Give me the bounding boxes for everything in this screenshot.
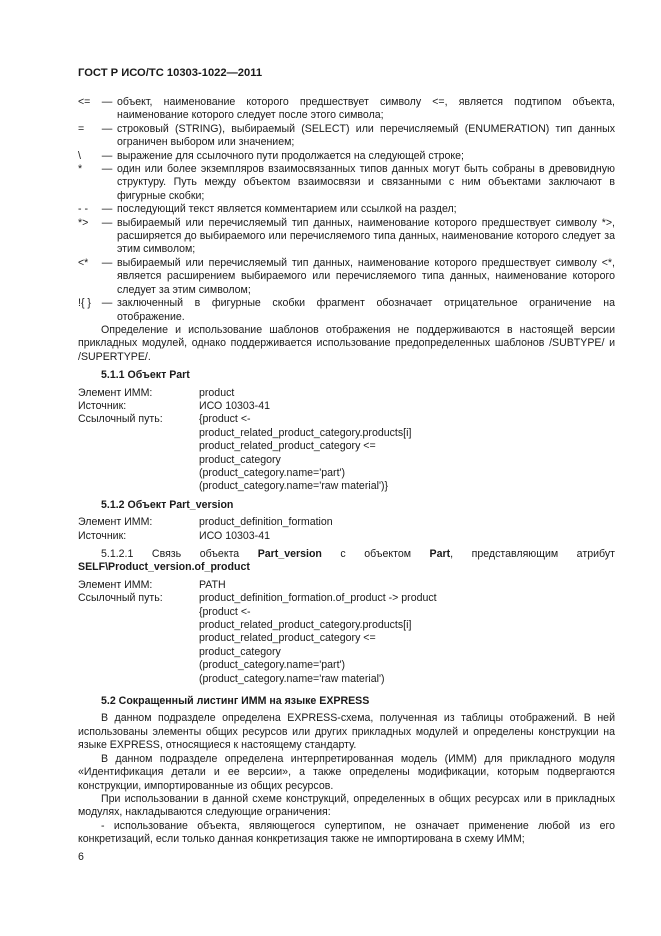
element-field: [78, 579, 615, 592]
symbol-description: объект, наименование которого предшествует символу <=, является подтипом объекта, наименование которого следует после этого символа;: [117, 96, 615, 122]
association-prefix: 5.1.2.1 Связь объекта: [101, 548, 258, 560]
symbol-dash: —: [101, 203, 113, 216]
path-line: (product_category.name='part'): [199, 659, 346, 672]
symbol-description: последующий текст является комментарием или ссылкой на раздел;: [117, 203, 457, 216]
symbol-item: [78, 150, 615, 163]
source-value: ИСО 10303-41: [199, 399, 270, 412]
element-field: [78, 387, 615, 400]
association-mid-2: , представляющим атрибут: [450, 548, 615, 560]
path-line: product_related_product_category.products[i]: [199, 619, 412, 632]
association-heading-5-1-2-1: [78, 548, 615, 561]
element-value: product: [199, 386, 235, 399]
element-label: Элемент ИММ:: [78, 386, 153, 399]
association-mid-1: с объектом: [321, 548, 430, 560]
symbol-code: *: [78, 163, 83, 176]
path-line: product_category: [199, 645, 281, 658]
element-label: Элемент ИММ:: [78, 516, 153, 529]
symbol-dash: —: [101, 149, 113, 162]
symbol-dash: —: [101, 163, 113, 176]
path-line: product_related_product_category.products[i]: [199, 426, 412, 439]
source-field: [78, 400, 615, 413]
path-line: {product <-: [199, 413, 251, 426]
symbol-item: [78, 203, 615, 216]
symbol-item: [78, 123, 615, 150]
body-paragraph: В данном подразделе определена EXPRESS-схема, полученная из таблицы отображений. В ней использованы элементы общих ресурсов или других прикладных модулей и определены конструкции на языке EXPRESS, относящиеся к настоящему стандарту.: [78, 712, 615, 752]
symbol-description: выражение для ссылочного пути продолжается на следующей строке;: [117, 149, 464, 162]
section-heading-5-1-1: 5.1.1 Объект Part: [101, 369, 190, 382]
templates-paragraph: Определение и использование шаблонов отображения не поддерживаются в настоящей версии прикладных модулей, однако поддерживается использование предопределенных шаблонов /SUBTYPE/ и /SUPERTYPE/.: [78, 323, 615, 363]
symbol-description: выбираемый или перечисляемый тип данных, наименование которого предшествует символу <*, является расширением выбираемого или перечисляемого типа данных, наименование которого следует за этим символом;: [117, 256, 615, 296]
symbol-code: <=: [78, 96, 91, 108]
path-line: product_related_product_category <=: [199, 632, 376, 645]
reference-path-label: Ссылочный путь:: [78, 592, 163, 605]
path-line: (product_category.name='part'): [199, 466, 346, 479]
reference-path-field: [78, 413, 615, 493]
symbol-description: выбираемый или перечисляемый тип данных, наименование которого предшествует символу *>, расширяется до выбираемого или перечисляемого типа данных, наименование которого следует за этим символом;: [117, 216, 615, 256]
association-object-2: Part: [429, 548, 451, 560]
association-object-1: Part_version: [257, 548, 322, 560]
symbol-code: <*: [78, 256, 89, 269]
symbol-code: *>: [78, 216, 89, 229]
path-line: (product_category.name='raw material'): [199, 672, 385, 685]
symbol-item: [78, 217, 615, 257]
element-value: PATH: [199, 578, 226, 591]
source-field: [78, 530, 615, 543]
symbol-code: \: [78, 149, 81, 162]
path-line: (product_category.name='raw material')}: [199, 480, 389, 493]
symbol-dash: —: [101, 122, 113, 135]
source-label: Источник:: [78, 399, 127, 412]
reference-path-field: [78, 592, 615, 686]
element-value: product_definition_formation: [199, 516, 333, 529]
body-paragraph: При использовании в данной схеме конструкций, определенных в общих ресурсах или в прикладных модулях, накладываются следующие ограничения:: [78, 792, 615, 819]
element-field: [78, 516, 615, 529]
path-line: product_category: [199, 453, 281, 466]
document-header: ГОСТ Р ИСО/ТС 10303-1022—2011: [78, 67, 263, 79]
body-paragraph: В данном подразделе определена интерпретированная модель (ИММ) для прикладного модуля «Идентификация детали и ее версии», а также определены модификации, которым подвергаются конструкции, импортированные из общих ресурсов.: [78, 752, 615, 792]
symbol-dash: —: [101, 216, 113, 229]
symbol-description: один или более экземпляров взаимосвязанных типов данных могут быть собраны в древовидную структуру. Путь между объектом взаимосвязи и связанными с ним объектами заключают в фигурные скобки;: [117, 163, 615, 202]
section-heading-5-1-2: 5.1.2 Объект Part_version: [101, 498, 234, 511]
symbol-dash: —: [101, 297, 113, 310]
symbol-dash: —: [101, 96, 113, 108]
page-content: [78, 96, 615, 847]
path-line: {product <-: [199, 605, 251, 618]
symbol-code: !{ }: [78, 297, 91, 310]
path-line: product_related_product_category <=: [199, 440, 376, 453]
association-attribute: SELF\Product_version.of_product: [78, 561, 250, 574]
body-paragraph: - использование объекта, являющегося супертипом, не означает применение любой из его конкретизаций, если только данная конкретизация также не импортирована в схему ИММ;: [78, 819, 615, 846]
source-label: Источник:: [78, 529, 127, 542]
symbol-item: [78, 297, 615, 324]
symbol-description: строковый (STRING), выбираемый (SELECT) или перечисляемый (ENUMERATION) тип данных ограничен выбором или значением;: [117, 122, 615, 149]
path-line: product_definition_formation.of_product -> product: [199, 592, 437, 605]
source-value: ИСО 10303-41: [199, 529, 270, 542]
symbol-item: [78, 96, 615, 123]
page-number: 6: [78, 851, 84, 863]
symbol-item: [78, 257, 615, 297]
element-label: Элемент ИММ:: [78, 578, 153, 591]
section-heading-5-2: 5.2 Сокращенный листинг ИММ на языке EXPRESS: [101, 695, 370, 708]
symbol-list: [78, 96, 615, 324]
symbol-code: =: [78, 122, 85, 135]
symbol-item: [78, 163, 615, 203]
reference-path-lines: [199, 592, 615, 686]
reference-path-lines: [199, 413, 615, 493]
symbol-code: - -: [78, 203, 88, 216]
symbol-description: заключенный в фигурные скобки фрагмент обозначает отрицательное ограничение на отображение.: [117, 297, 615, 323]
symbol-dash: —: [101, 256, 113, 269]
reference-path-label: Ссылочный путь:: [78, 413, 163, 426]
